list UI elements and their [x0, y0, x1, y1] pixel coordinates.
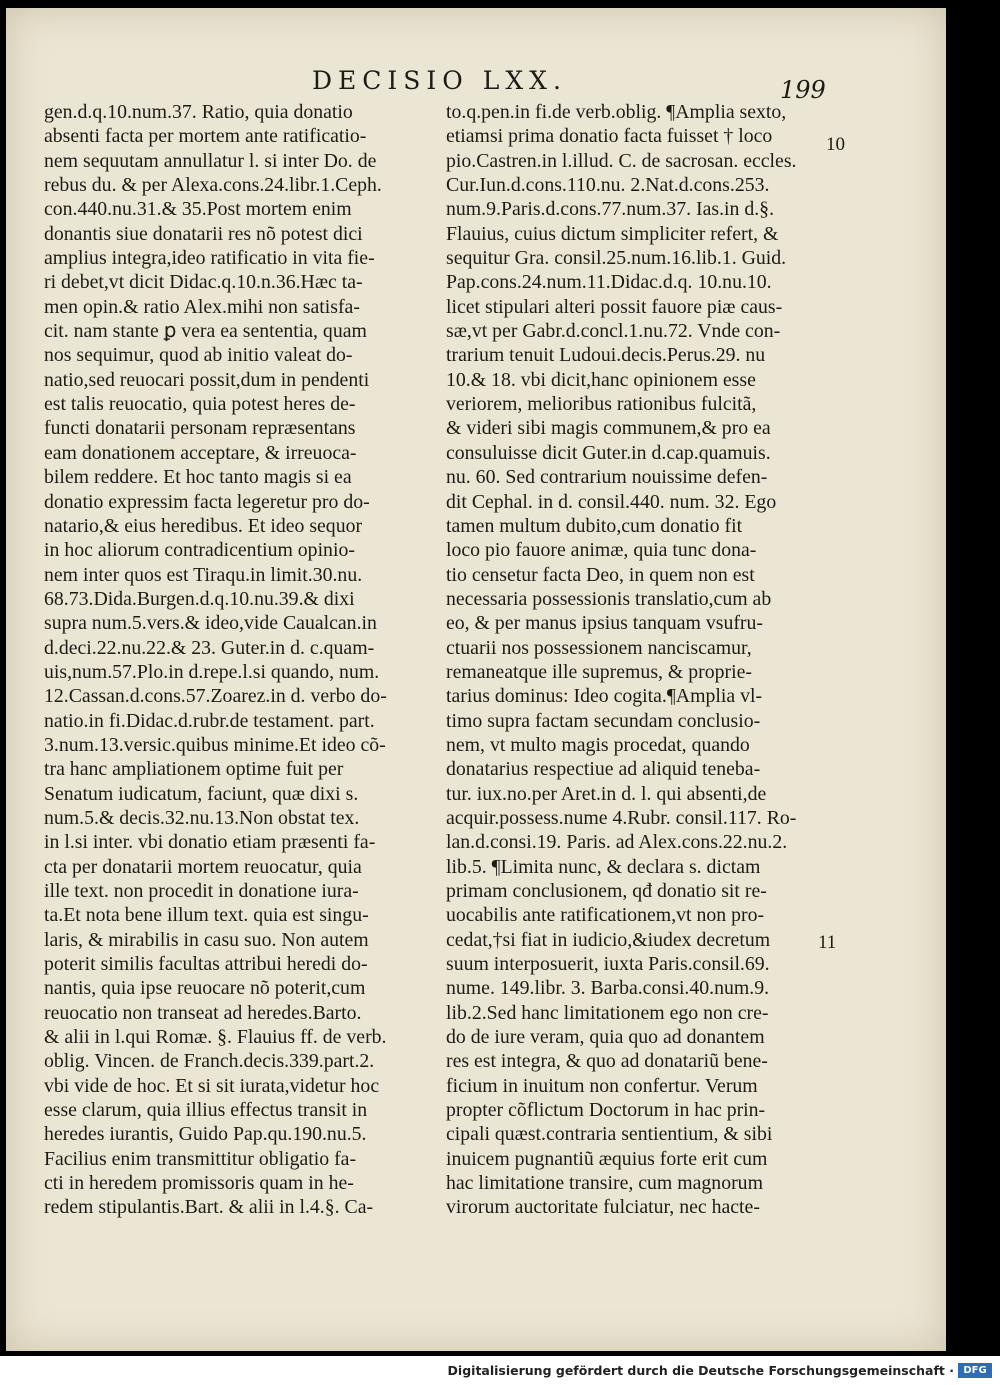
text-line: inuicem pugnantiũ æquius forte erit cum	[446, 1147, 768, 1170]
text-line: nu. 60. Sed contrarium nouissime defen-	[446, 466, 768, 489]
text-line: cti in heredem promissoris quam in he-	[44, 1172, 354, 1195]
text-line: uis,num.57.Plo.in d.repe.l.si quando, num.	[44, 660, 380, 683]
text-line: tra hanc ampliationem optime fuit per	[44, 758, 344, 781]
text-line: redem stipulantis.Bart. & alii in l.4.§. Ca-	[44, 1196, 374, 1219]
text-line: con.440.nu.31.& 35.Post mortem enim	[44, 198, 352, 221]
text-line: nem inter quos est Tiraqu.in limit.30.nu.	[44, 563, 363, 586]
text-line: 68.73.Dida.Burgen.d.q.10.nu.39.& dixi	[44, 587, 355, 610]
text-line: sæ,vt per Gabr.d.concl.1.nu.72. Vnde con-	[446, 320, 781, 343]
text-line: ille text. non procedit in donatione iura-	[44, 880, 359, 902]
text-line: ctuarii nos possessionem nanciscamur,	[446, 636, 752, 659]
text-line: donatarius respectiue ad aliquid teneba-	[446, 758, 761, 781]
text-line: lan.d.consi.19. Paris. ad Alex.cons.22.nu.2.	[446, 831, 788, 854]
text-line: natio.in fi.Didac.d.rubr.de testament. part.	[44, 709, 375, 732]
right-text-column	[446, 100, 818, 1220]
text-line: ri debet,vt dicit Didac.q.10.n.36.Hæc ta-	[44, 271, 363, 294]
text-line: donantis siue donatarii res nõ potest dici	[44, 222, 363, 245]
running-header: DECISIO LXX.	[312, 66, 567, 95]
text-line: Senatum iudicatum, faciunt, quæ dixi s.	[44, 782, 359, 805]
text-line: in hoc aliorum contradicentium opinio-	[44, 539, 355, 562]
margin-number-10: 10	[826, 134, 845, 155]
text-line: laris, & mirabilis in casu suo. Non autem	[44, 928, 369, 951]
text-line: & alii in l.qui Romæ. §. Flauius ff. de verb.	[44, 1026, 387, 1049]
text-line: natio,sed reuocari possit,dum in pendenti	[44, 368, 370, 391]
dfg-logo: DFG	[958, 1363, 992, 1378]
text-line: men opin.& ratio Alex.mihi non satisfa-	[44, 295, 360, 318]
text-line: heredes iurantis, Guido Pap.qu.190.nu.5.	[44, 1123, 367, 1146]
footer-bar	[0, 1356, 1000, 1385]
text-line: donatio expressim facta legeretur pro do-	[44, 490, 370, 513]
page-number: 199	[780, 76, 826, 104]
text-line: supra num.5.vers.& ideo,vide Caualcan.in	[44, 612, 377, 635]
text-line: nume. 149.libr. 3. Barba.consi.40.num.9.	[446, 977, 770, 1000]
funding-notice: Digitalisierung gefördert durch die Deutsche Forschungsgemeinschaft ·	[447, 1363, 954, 1378]
text-line: esse clarum, quia illius effectus transit in	[44, 1099, 368, 1122]
text-line: cipali quæst.contraria sentientium, & sibi	[446, 1123, 773, 1146]
text-line: reuocatio non transeat ad heredes.Barto.	[44, 1001, 362, 1024]
text-line: sequitur Gra. consil.25.num.16.lib.1. Guid.	[446, 247, 787, 270]
text-line: nos sequimur, quod ab initio valeat do-	[44, 344, 353, 367]
text-line: tamen multum dubito,cum donatio fit	[446, 514, 743, 537]
text-line: lib.5. ¶Limita nunc, & declara s. dictam	[446, 855, 761, 878]
text-line: res est integra, & quo ad donatariũ bene-	[446, 1050, 768, 1073]
text-line: to.q.pen.in fi.de verb.oblig. ¶Amplia sexto,	[446, 101, 787, 123]
text-line: tio censetur facta Deo, in quem non est	[446, 563, 755, 586]
text-line: amplius integra,ideo ratificatio in vita fie-	[44, 247, 375, 270]
text-line: do de iure veram, quia quo ad donantem	[446, 1026, 765, 1049]
text-line: num.9.Paris.d.cons.77.num.37. Ias.in d.§.	[446, 198, 775, 221]
text-line: trarium tenuit Ludoui.decis.Perus.29. nu	[446, 344, 766, 367]
text-line: suum interposuerit, iuxta Paris.consil.69.	[446, 953, 770, 976]
text-line: acquir.possess.nume 4.Rubr. consil.117. Ro-	[446, 806, 797, 829]
margin-number-11: 11	[818, 932, 837, 953]
text-line: absenti facta per mortem ante ratificatio-	[44, 125, 367, 148]
text-line: loco pio fauore animæ, quia tunc dona-	[446, 539, 757, 562]
text-line: ta.Et nota bene illum text. quia est singu-	[44, 904, 369, 927]
text-line: & videri sibi magis communem,& pro ea	[446, 417, 771, 440]
text-line: tur. iux.no.per Aret.in d. l. qui absenti,de	[446, 782, 767, 805]
text-line: remaneatque ille supremus, & proprie-	[446, 660, 752, 683]
text-line: eo, & per manus ipsius tanquam vsufru-	[446, 612, 763, 635]
text-line: 12.Cassan.d.cons.57.Zoarez.in d. verbo do-	[44, 685, 387, 708]
text-line: 10.& 18. vbi dicit,hanc opinionem esse	[446, 368, 756, 391]
text-line: Pap.cons.24.num.11.Didac.d.q. 10.nu.10.	[446, 271, 772, 294]
text-line: consuluisse dicit Guter.in d.cap.quamuis.	[446, 441, 771, 464]
text-line: etiamsi prima donatio facta fuisset † loco	[446, 125, 773, 148]
text-line: gen.d.q.10.num.37. Ratio, quia donatio	[44, 101, 353, 123]
text-line: d.deci.22.nu.22.& 23. Guter.in d. c.quam-	[44, 636, 375, 659]
text-line: nantis, quia ipse reuocare nõ poterit,cum	[44, 977, 366, 1000]
text-line: Facilius enim transmittitur obligatio fa-	[44, 1147, 357, 1170]
text-line: in l.si inter. vbi donatio etiam præsenti fa-	[44, 831, 376, 854]
text-line: 3.num.13.versic.quibus minime.Et ideo cõ-	[44, 733, 386, 756]
text-line: nem sequutam annullatur l. si inter Do. de	[44, 149, 377, 172]
text-line: veriorem, melioribus rationibus fulcitã,	[446, 393, 757, 416]
text-line: poterit similis facultas attribui heredi do-	[44, 953, 368, 976]
left-text-column	[44, 100, 422, 1220]
text-line: natario,& eius heredibus. Et ideo sequor	[44, 514, 363, 537]
text-line: oblig. Vincen. de Franch.decis.339.part.2.	[44, 1050, 375, 1073]
text-line: tarius dominus: Ideo cogita.¶Amplia vl-	[446, 685, 763, 708]
text-line: lib.2.Sed hanc limitationem ego non cre-	[446, 1001, 769, 1024]
text-line: cta per donatarii mortem reuocatur, quia	[44, 855, 362, 878]
text-line: bilem reddere. Et hoc tanto magis si ea	[44, 466, 352, 489]
text-line: vbi vide de hoc. Et si sit iurata,videtur hoc	[44, 1074, 380, 1097]
text-line: cit. nam stante ꝑ vera ea sententia, quam	[44, 320, 367, 343]
text-line: virorum auctoritate fulciatur, nec hacte-	[446, 1196, 760, 1219]
text-line: rebus du. & per Alexa.cons.24.libr.1.Ceph.	[44, 174, 382, 197]
text-line: cedat,†si fiat in iudicio,&iudex decretum	[446, 928, 771, 951]
text-line: primam conclusionem, qđ donatio sit re-	[446, 880, 767, 902]
text-line: dit Cephal. in d. consil.440. num. 32. Ego	[446, 490, 777, 513]
text-line: timo supra factam secundam conclusio-	[446, 709, 761, 732]
text-line: ficium in inuitum non confertur. Verum	[446, 1074, 758, 1097]
text-line: pio.Castren.in l.illud. C. de sacrosan. eccles.	[446, 149, 797, 172]
text-line: necessaria possessionis translatio,cum ab	[446, 587, 772, 610]
text-line: propter cõflictum Doctorum in hac prin-	[446, 1099, 766, 1122]
text-line: eam donationem acceptare, & irreuoca-	[44, 441, 357, 464]
text-line: Flauius, cuius dictum simpliciter refert, &	[446, 222, 779, 245]
text-line: Cur.Iun.d.cons.110.nu. 2.Nat.d.cons.253.	[446, 174, 770, 197]
text-line: licet stipulari alteri possit fauore piæ caus-	[446, 295, 783, 318]
text-line: hac limitatione transire, cum magnorum	[446, 1172, 763, 1195]
text-line: uocabilis ante ratificationem,vt non pro-	[446, 904, 765, 927]
text-line: nem, vt multo magis procedat, quando	[446, 733, 750, 756]
text-line: num.5.& decis.32.nu.13.Non obstat tex.	[44, 806, 360, 829]
text-line: functi donatarii personam repræsentans	[44, 417, 356, 440]
text-line: est talis reuocatio, quia potest heres de-	[44, 393, 356, 416]
